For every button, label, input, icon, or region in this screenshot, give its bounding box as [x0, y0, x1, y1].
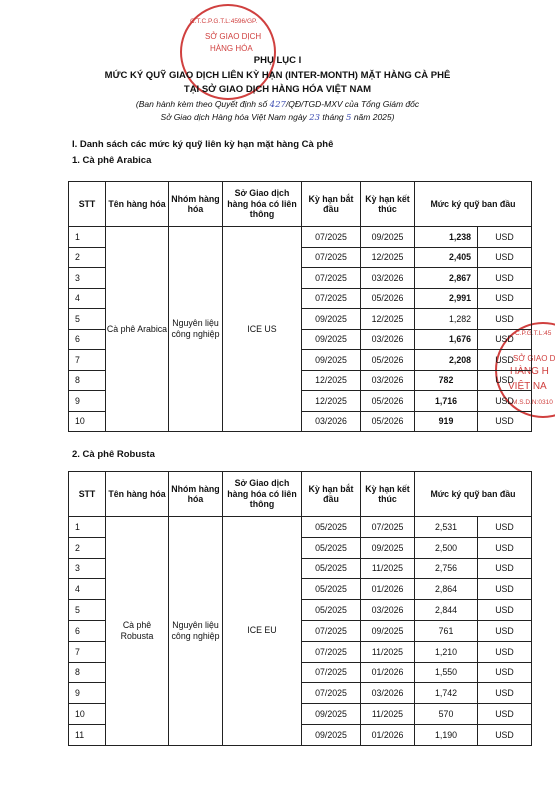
cell-start-month: 05/2025: [302, 537, 361, 558]
cell-start-month: 09/2025: [302, 350, 361, 371]
col-header-start: Kỳ hạn bắt đầu: [302, 182, 361, 227]
section-heading: I. Danh sách các mức ký quỹ liên kỳ hạn mặt hàng Cà phê: [72, 139, 334, 150]
issued-suffix: /QĐ/TGD-MXV của Tổng Giám đốc: [285, 99, 420, 109]
cell-end-month: 09/2025: [361, 537, 415, 558]
cell-margin-value: 2,867: [415, 268, 478, 289]
cell-end-month: 03/2026: [361, 683, 415, 704]
cell-stt: 1: [69, 517, 106, 538]
cell-start-month: 07/2025: [302, 683, 361, 704]
col-header-exchange: Sở Giao dịch hàng hóa có liên thông: [223, 472, 302, 517]
seal-top-text: SỞ GIAO DỊCH: [205, 32, 262, 41]
cell-start-month: 07/2025: [302, 247, 361, 268]
cell-margin-value: 782: [415, 370, 478, 391]
col-header-name: Tên hàng hóa: [106, 472, 169, 517]
col-header-margin: Mức ký quỹ ban đầu: [415, 472, 532, 517]
cell-currency: USD: [478, 350, 532, 371]
cell-start-month: 12/2025: [302, 370, 361, 391]
issued-day: 23: [309, 113, 320, 123]
cell-currency: USD: [478, 537, 532, 558]
cell-stt: 5: [69, 309, 106, 330]
table-row: [69, 517, 532, 538]
cell-start-month: 09/2025: [302, 704, 361, 725]
decision-number: 427: [269, 100, 286, 110]
cell-currency: USD: [478, 288, 532, 309]
col-header-margin: Mức ký quỹ ban đầu: [415, 182, 532, 227]
cell-end-month: 07/2025: [361, 517, 415, 538]
cell-stt: 8: [69, 370, 106, 391]
cell-currency: USD: [478, 662, 532, 683]
seal-top-text: C.T.C.P.G.T.L:4596/GP.: [190, 18, 258, 25]
cell-margin-value: 1,716: [415, 391, 478, 412]
issued-line2: [0, 112, 555, 123]
cell-start-month: 09/2025: [302, 329, 361, 350]
cell-margin-value: 2,864: [415, 579, 478, 600]
issued-prefix: (Ban hành kèm theo Quyết định số: [135, 99, 268, 109]
cell-end-month: 09/2025: [361, 620, 415, 641]
cell-stt: 9: [69, 683, 106, 704]
cell-currency: USD: [478, 600, 532, 621]
cell-margin-value: 2,405: [415, 247, 478, 268]
issued-month: 5: [346, 113, 352, 123]
cell-start-month: 12/2025: [302, 391, 361, 412]
cell-start-month: 05/2025: [302, 558, 361, 579]
robusta-table: [68, 471, 532, 746]
cell-stt: 3: [69, 268, 106, 289]
cell-currency: USD: [478, 370, 532, 391]
cell-margin-value: 1,676: [415, 329, 478, 350]
cell-margin-value: 1,550: [415, 662, 478, 683]
cell-margin-value: 1,190: [415, 724, 478, 745]
cell-end-month: 05/2026: [361, 288, 415, 309]
cell-margin-value: 2,756: [415, 558, 478, 579]
seal-right-text: SỞ GIAO D: [513, 354, 555, 363]
arabica-table: [68, 181, 532, 432]
issued-line1: [0, 99, 555, 110]
cell-end-month: 05/2026: [361, 391, 415, 412]
cell-currency: USD: [478, 579, 532, 600]
col-header-group: Nhóm hàng hóa: [169, 472, 223, 517]
col-header-start: Kỳ hạn bắt đầu: [302, 472, 361, 517]
arabica-heading: 1. Cà phê Arabica: [72, 155, 152, 166]
document-title-line1: MỨC KÝ QUỸ GIAO DỊCH LIÊN KỲ HẠN (INTER-MONTH) MẶT HÀNG CÀ PHÊ: [104, 70, 451, 81]
cell-end-month: 01/2026: [361, 662, 415, 683]
cell-currency: USD: [478, 391, 532, 412]
cell-currency: USD: [478, 558, 532, 579]
cell-currency: USD: [478, 724, 532, 745]
cell-end-month: 03/2026: [361, 329, 415, 350]
cell-start-month: 05/2025: [302, 579, 361, 600]
cell-end-month: 12/2025: [361, 309, 415, 330]
table-row: [69, 227, 532, 248]
cell-currency: USD: [478, 683, 532, 704]
cell-stt: 7: [69, 641, 106, 662]
col-header-exchange: Sở Giao dịch hàng hóa có liên thông: [223, 182, 302, 227]
seal-right-text: HÀNG H: [510, 366, 549, 377]
cell-stt: 11: [69, 724, 106, 745]
cell-margin-value: 2,208: [415, 350, 478, 371]
cell-margin-value: 761: [415, 620, 478, 641]
cell-end-month: 05/2026: [361, 350, 415, 371]
cell-stt: 6: [69, 620, 106, 641]
cell-margin-value: 1,210: [415, 641, 478, 662]
cell-stt: 6: [69, 329, 106, 350]
cell-currency: USD: [478, 641, 532, 662]
cell-currency: USD: [478, 620, 532, 641]
cell-end-month: 03/2026: [361, 370, 415, 391]
cell-commodity-name: Cà phê Robusta: [106, 517, 169, 746]
col-header-stt: STT: [69, 182, 106, 227]
cell-currency: USD: [478, 704, 532, 725]
cell-commodity-group: Nguyên liệu công nghiệp: [169, 227, 223, 432]
cell-exchange: ICE EU: [223, 517, 302, 746]
cell-commodity-group: Nguyên liệu công nghiệp: [169, 517, 223, 746]
col-header-end: Kỳ hạn kết thúc: [361, 472, 415, 517]
cell-stt: 5: [69, 600, 106, 621]
cell-start-month: 07/2025: [302, 268, 361, 289]
col-header-group: Nhóm hàng hóa: [169, 182, 223, 227]
cell-margin-value: 2,500: [415, 537, 478, 558]
col-header-name: Tên hàng hóa: [106, 182, 169, 227]
cell-currency: USD: [478, 411, 532, 432]
cell-end-month: 09/2025: [361, 227, 415, 248]
cell-end-month: 11/2025: [361, 704, 415, 725]
cell-stt: 1: [69, 227, 106, 248]
cell-stt: 10: [69, 411, 106, 432]
cell-currency: USD: [478, 517, 532, 538]
cell-start-month: 05/2025: [302, 600, 361, 621]
seal-right-text: C.P.G.T.L:45: [515, 330, 552, 337]
cell-start-month: 07/2025: [302, 227, 361, 248]
cell-end-month: 01/2026: [361, 579, 415, 600]
cell-currency: USD: [478, 329, 532, 350]
issued-date-prefix: Sở Giao dịch Hàng hóa Việt Nam ngày: [160, 112, 307, 122]
col-header-end: Kỳ hạn kết thúc: [361, 182, 415, 227]
appendix-title: PHỤ LỤC I: [253, 55, 302, 66]
seal-right-text: VIỆT NA: [508, 381, 547, 392]
cell-margin-value: 1,238: [415, 227, 478, 248]
cell-stt: 8: [69, 662, 106, 683]
cell-start-month: 05/2025: [302, 517, 361, 538]
cell-commodity-name: Cà phê Arabica: [106, 227, 169, 432]
cell-start-month: 09/2025: [302, 309, 361, 330]
cell-margin-value: 570: [415, 704, 478, 725]
seal-right-text: M.S.D.N:0310: [512, 399, 553, 406]
year-label: năm 2025): [353, 112, 395, 122]
cell-margin-value: 919: [415, 411, 478, 432]
cell-stt: 4: [69, 288, 106, 309]
cell-stt: 9: [69, 391, 106, 412]
cell-stt: 10: [69, 704, 106, 725]
cell-start-month: 07/2025: [302, 662, 361, 683]
cell-end-month: 01/2026: [361, 724, 415, 745]
cell-margin-value: 1,282: [415, 309, 478, 330]
cell-start-month: 07/2025: [302, 288, 361, 309]
cell-currency: USD: [478, 227, 532, 248]
cell-end-month: 05/2026: [361, 411, 415, 432]
document-title-line2: TẠI SỞ GIAO DỊCH HÀNG HÓA VIỆT NAM: [183, 84, 372, 95]
seal-top-text: HÀNG HÓA: [210, 44, 253, 53]
cell-start-month: 03/2026: [302, 411, 361, 432]
month-label: tháng: [322, 112, 344, 122]
cell-margin-value: 2,531: [415, 517, 478, 538]
cell-margin-value: 2,844: [415, 600, 478, 621]
cell-stt: 2: [69, 247, 106, 268]
cell-end-month: 03/2026: [361, 600, 415, 621]
cell-stt: 2: [69, 537, 106, 558]
cell-stt: 4: [69, 579, 106, 600]
cell-currency: USD: [478, 247, 532, 268]
cell-end-month: 12/2025: [361, 247, 415, 268]
cell-stt: 3: [69, 558, 106, 579]
cell-margin-value: 2,991: [415, 288, 478, 309]
cell-exchange: ICE US: [223, 227, 302, 432]
cell-currency: USD: [478, 309, 532, 330]
cell-currency: USD: [478, 268, 532, 289]
cell-stt: 7: [69, 350, 106, 371]
cell-end-month: 03/2026: [361, 268, 415, 289]
cell-margin-value: 1,742: [415, 683, 478, 704]
col-header-stt: STT: [69, 472, 106, 517]
cell-start-month: 07/2025: [302, 620, 361, 641]
cell-start-month: 09/2025: [302, 724, 361, 745]
robusta-heading: 2. Cà phê Robusta: [72, 449, 155, 460]
cell-end-month: 11/2025: [361, 558, 415, 579]
cell-end-month: 11/2025: [361, 641, 415, 662]
cell-start-month: 07/2025: [302, 641, 361, 662]
